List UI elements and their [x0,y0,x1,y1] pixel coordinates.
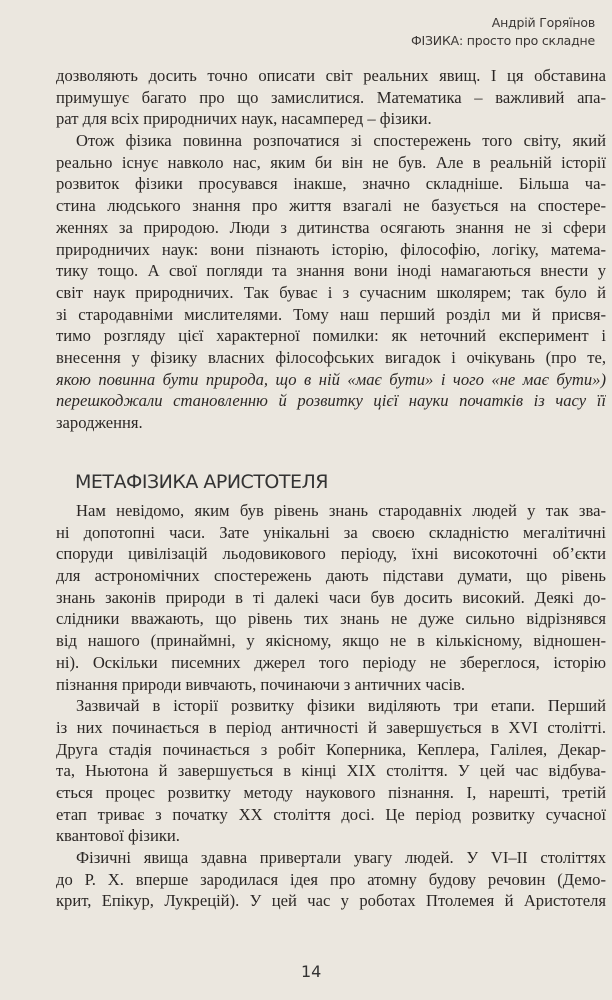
text-line: ється процес розвитку методу наукового пізнання. І, нарешті, третій [56,782,606,802]
text-line: тику тощо. А свої погляди та знання вони іноді намагаються внести у [56,261,606,281]
text-line: зі стародавніми мислителями. Тому наш перший розділ ми й присвя- [56,304,606,324]
section-heading: МЕТАФІЗИКА АРИСТОТЕЛЯ [75,470,328,493]
text-line: розвиток фізики просувався інакше, значно складніше. Більша ча- [56,174,606,194]
page-number: 14 [301,962,322,981]
text-line: дозволяють досить точно описати світ реальних явищ. І ця обставина [56,66,606,85]
text-line: споруди цивілізацій льодовикового періоду, їхні високоточні об’єкти [56,544,606,564]
text-line: женнях за природою. Люди з дитинства осягають знання не зі сфери [56,217,606,237]
text-line: до Р. Х. вперше зародилася ідея про атомну будову речовин (Демо- [56,869,606,889]
text-line: Друга стадія починається з робіт Коперника, Кеплера, Галілея, Декар- [56,739,606,759]
text-line: перешкоджали становленню й розвитку цієї науки початків із часу її [56,391,606,411]
text-line: із них починається в період античності й завершується в XVI столітті. [56,717,606,737]
text-line: етап триває з початку XX століття досі. Це період розвитку сучасної [56,804,606,824]
text-line: слідники вважають, що рівень тих знань не дуже сильно відрізнявся [56,609,606,629]
text-block-intro [56,65,606,434]
text-line: Зазвичай в історії розвитку фізики виділяють три етапи. Перший [76,696,606,716]
text-line: Отож фізика повинна розпочатися зі спостережень того світу, який [76,131,606,151]
text-line: Фізичні явища здавна привертали увагу людей. У VI–II століттях [76,848,606,867]
header-book-title: ФІЗИКА: просто про складне [410,33,595,48]
text-line: та, Ньютона й завершується в кінці XIX століття. У цей час відбува- [56,761,606,781]
text-line: стина людського знання про життя взагалі не базується на спостере- [56,196,606,216]
text-line: Нам невідомо, яким був рівень знань стародавніх людей у так зва- [76,501,606,520]
text-line: внесення у фізику власних філософських вигадок і очікувань (про те, [56,347,606,367]
text-line: ні допотопні часи. Зате унікальні за своєю складністю мегалітичні [56,522,606,542]
text-line: якою повинна бути природа, що в ній «має бути» і чого «не має бути») [56,369,606,389]
text-line: зародження. [56,413,143,432]
text-line: тимо розгляду цієї характерної помилки: як неточний експеримент і [56,326,606,346]
running-header [411,14,595,50]
text-line: пізнання природи вивчають, починаючи з античних часів. [56,674,466,694]
text-line: світ наук природничих. Так буває і з сучасним школярем; так було й [56,282,606,302]
text-line: для астрономічних спостережень дають підстави думати, що рівень [56,566,606,586]
text-block-section [56,500,606,912]
text-line: ні). Оскільки писемних джерел того періоду не збереглося, історію [56,652,606,672]
text-line: знань законів природи в ті далекі часи був досить високий. Деякі до- [56,587,606,607]
text-line: крит, Епікур, Лукрецій). У цей час у роботах Птолемея й Аристотеля [56,891,606,911]
text-line: природничих наук: вони пізнають історію, філософію, логіку, матема- [56,239,606,259]
text-line: квантової фізики. [56,826,180,846]
text-line: від нашого (принаймні, у якісному, якщо не в кількісному, відношен- [56,631,606,651]
header-author: Андрій Горяїнов [491,15,595,30]
text-line: примушує багато про що замислитися. Математика – важливий апа- [56,87,606,107]
text-line: рат для всіх природничих наук, насамперед – фізики. [56,109,432,129]
text-line: реально існує навколо нас, яким би він не був. Але в реальній історії [56,152,606,172]
